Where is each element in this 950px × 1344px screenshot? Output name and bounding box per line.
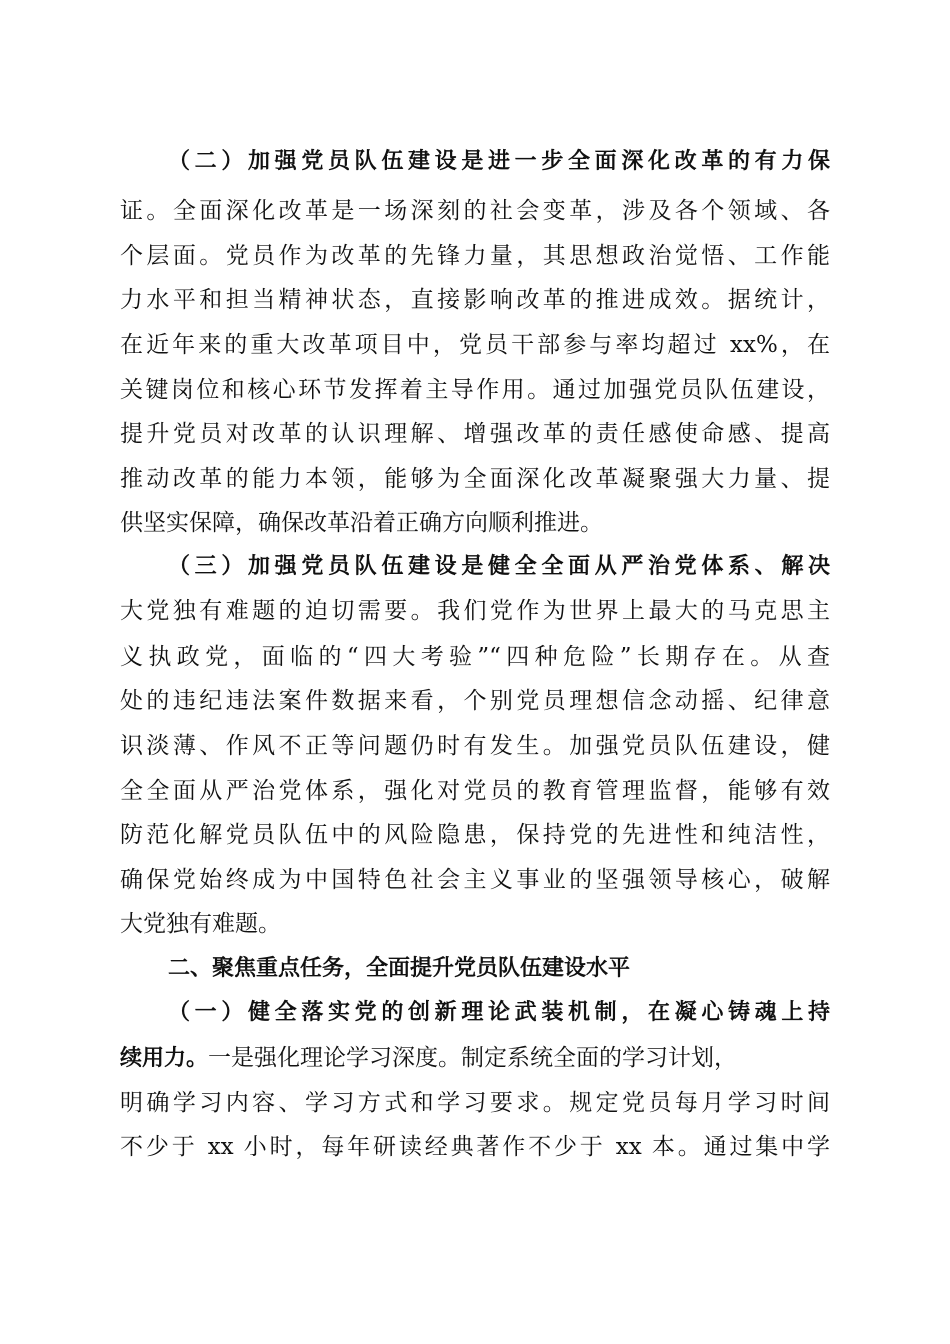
subsection-1-title-cont: 续用力。 [120,1046,209,1071]
subsection-1-line-2 [120,1038,830,1078]
section-heading-2: 二、聚焦重点任务，全面提升党员队伍建设水平 [168,956,631,981]
section-3-line-2: 大党独有难题的迫切需要。我们党作为世界上最大的马克思主 [120,598,830,624]
section-2-line-5: 在近年来的重大改革项目中，党员干部参与率均超过 xx%，在 [120,332,830,358]
section-3-line-9: 大党独有难题。 [120,911,281,937]
section-2-line-6: 关键岗位和核心环节发挥着主导作用。通过加强党员队伍建设， [120,377,830,403]
subsection-1-text-first: 一是强化理论学习深度。制定系统全面的学习计划， [208,1045,738,1071]
section-2-line-7: 提升党员对改革的认识理解、增强改革的责任感使命感、提高 [120,421,830,447]
section-2-title-line-1: （二）加强党员队伍建设是进一步全面深化改革的有力保 [168,149,830,174]
subsection-1-line-3: 明确学习内容、学习方式和学习要求。规定党员每月学习时间 [120,1090,830,1116]
section-3-line-7: 防范化解党员队伍中的风险隐患，保持党的先进性和纯洁性， [120,822,830,848]
section-3-line-8: 确保党始终成为中国特色社会主义事业的坚强领导核心，破解 [120,867,830,893]
section-3-title-line-1: （三）加强党员队伍建设是健全全面从严治党体系、解决 [168,554,830,579]
section-2-line-4: 力水平和担当精神状态，直接影响改革的推进成效。据统计， [120,287,830,313]
section-3-line-4: 处的违纪违法案件数据来看，个别党员理想信念动摇、纪律意 [120,688,830,714]
section-2-line-3: 个层面。党员作为改革的先锋力量，其思想政治觉悟、工作能 [120,243,830,269]
section-2-line-9: 供坚实保障，确保改革沿着正确方向顺利推进。 [120,510,603,536]
section-3-line-5: 识淡薄、作风不正等问题仍时有发生。加强党员队伍建设，健 [120,733,830,759]
subsection-1-title-line-1: （一）健全落实党的创新理论武装机制，在凝心铸魂上持 [168,1000,830,1025]
section-3-line-3: 义执政党，面临的“四大考验”“四种危险”长期存在。从查 [120,644,830,670]
section-2-line-8: 推动改革的能力本领，能够为全面深化改革凝聚强大力量、提 [120,466,830,492]
subsection-1-line-4: 不少于 xx 小时，每年研读经典著作不少于 xx 本。通过集中学 [120,1134,830,1160]
section-2-line-2: 证。全面深化改革是一场深刻的社会变革，涉及各个领域、各 [120,198,830,224]
section-3-line-6: 全全面从严治党体系，强化对党员的教育管理监督，能够有效 [120,778,830,804]
